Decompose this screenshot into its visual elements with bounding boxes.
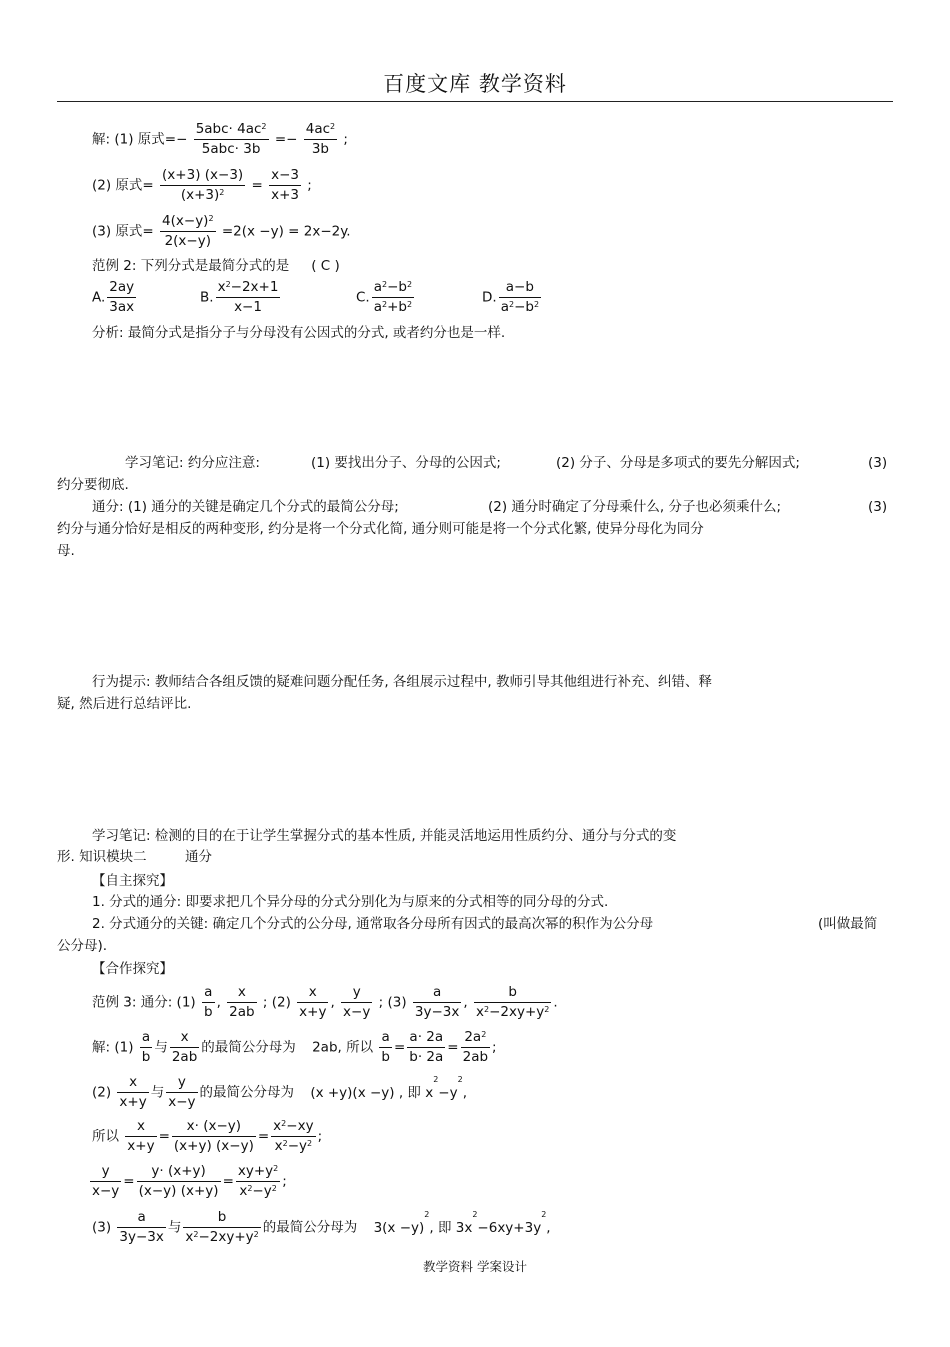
note-1-h: (3): [868, 499, 888, 515]
behavior-a: 行为提示: 教师结合各组反馈的疑难问题分配任务, 各组展示过程中, 教师引导其他组进行补充、纠错、释: [92, 674, 713, 690]
example-3-solution-2c: $\frac{y}{x-y}$ = $\frac{y\cdot (x+y)}{(x-y) (x+y)}$ = $\frac{xy+y^2}{x^2-y^2}$ ;: [92, 1163, 287, 1199]
example-3-solution-2b: 所以 $\frac{x}{x+y}$ = $\frac{x\cdot (x-y)}{(x+y) (x-y)}$ = $\frac{x^2-xy}{x^2-y^2}$ ;: [92, 1118, 323, 1154]
explore-p1: 1. 分式的通分: 即要求把几个异分母的分式分别化为与原来的分式相等的同分母的分式.: [92, 894, 609, 910]
note-1-f: 通分: (1) 通分的关键是确定几个分式的最简公分母;: [92, 499, 399, 515]
note-1-c: (2) 分子、分母是多项式的要先分解因式;: [556, 455, 800, 471]
heading-coop-explore: 【合作探究】: [92, 961, 173, 977]
page-header-title: 百度文库 教学资料: [383, 72, 567, 96]
fraction: $\frac{5abc\cdot 4ac^2}{\text{5abc· 3b}}$: [195, 121, 267, 157]
text: =−: [274, 131, 298, 148]
example-3-solution-2: (2) $\frac{x}{x+y}$ 与 $\frac{y}{x-y}$ 的最简公分母为 (x +y)(x −y) , 即 $x^2-y^2$,: [92, 1074, 467, 1110]
text: 解: (1) 原式=−: [92, 131, 188, 148]
example-3-solution-1: 解: (1) $\frac{a}{b}$ 与 $\frac{x}{2ab}$ 的最简公分母为 2ab, 所以 $\frac{a}{b}$ = $\frac{a\cdot 2a}{b\cdot 2a}$ = $\frac{2a^2}{2ab}$ ;: [92, 1029, 497, 1065]
explore-p2b: (叫做最简: [818, 916, 878, 932]
example-3-solution-3: (3) $\frac{a}{3y-3x}$ 与 $\frac{b}{x^2-2xy+y^2}$ 的最简公分母为 $3(x -y)^2$, 即 $3x^2-6xy+3y^2$,: [92, 1209, 551, 1245]
fraction: $\frac{(x+3) (x-3)}{(x+3)^2}$: [162, 167, 244, 203]
heading-self-explore: 【自主探究】: [92, 873, 173, 889]
example-2-analysis: 分析: 最简分式是指分子与分母没有公因式的分式, 或者约分也是一样.: [92, 325, 506, 341]
note-1-d: (3): [868, 455, 888, 471]
solution-line-1: 解: (1) 原式=− $\frac{5abc\cdot 4ac^2}{\text{5abc· 3b}}$ =− $\frac{4ac^2}{3b}$ ;: [92, 121, 348, 157]
example-3-question: 范例 3: 通分: (1) $\frac{a}{b}$ , $\frac{x}{2ab}$ ; (2) $\frac{x}{x+y}$ , $\frac{y}{x-y}$ ; (3) $\frac{a}{3y-3x}$ , $\frac{b}{x^2-2xy+y^2}$ .: [92, 984, 558, 1020]
note-1-j: 母.: [57, 543, 75, 559]
note-1-a: 学习笔记: 约分应注意:: [125, 455, 260, 471]
solution-line-2: (2) 原式= $\frac{(x+3) (x-3)}{(x+3)^2}$ = $\frac{x-3}{x+3}$ ;: [92, 167, 312, 203]
answer: ( C ): [311, 258, 340, 274]
example-2-question: 范例 2: 下列分式是最简分式的是 ( C ): [92, 258, 340, 274]
note-1-e: 约分要彻底.: [57, 477, 129, 493]
header-rule: [57, 101, 893, 102]
solution-line-3: (3) 原式= $\frac{4(x-y)^2}{2(x-y)}$ =2(x −y) = 2x−2y.: [92, 213, 351, 249]
explore-p2: 2. 分式通分的关键: 确定几个分式的公分母, 通常取各分母所有因式的最高次幂的积作为公分母: [92, 916, 654, 932]
note-2-a: 学习笔记: 检测的目的在于让学生掌握分式的基本性质, 并能灵活地运用性质约分、通分与分式的变: [92, 828, 677, 844]
fraction: $\frac{x-3}{x+3}$: [271, 167, 299, 203]
note-1-b: (1) 要找出分子、分母的公因式;: [311, 455, 501, 471]
note-2-c: 通分: [185, 849, 212, 865]
fraction: $\frac{4ac^2}{3b}$: [305, 121, 336, 157]
page-footer: 教学资料 学案设计: [423, 1259, 527, 1274]
note-1-g: (2) 通分时确定了分母乘什么, 分子也必须乘什么;: [488, 499, 782, 515]
note-1-i: 约分与通分恰好是相反的两种变形, 约分是将一个分式化简, 通分则可能是将一个分式化繁, 使异分母化为同分: [57, 521, 704, 537]
fraction: $\frac{4(x-y)^2}{2(x-y)}$: [162, 213, 214, 249]
behavior-b: 疑, 然后进行总结评比.: [57, 696, 192, 712]
explore-p3: 公分母).: [57, 938, 108, 954]
note-2-b: 形. 知识模块二: [57, 849, 147, 865]
